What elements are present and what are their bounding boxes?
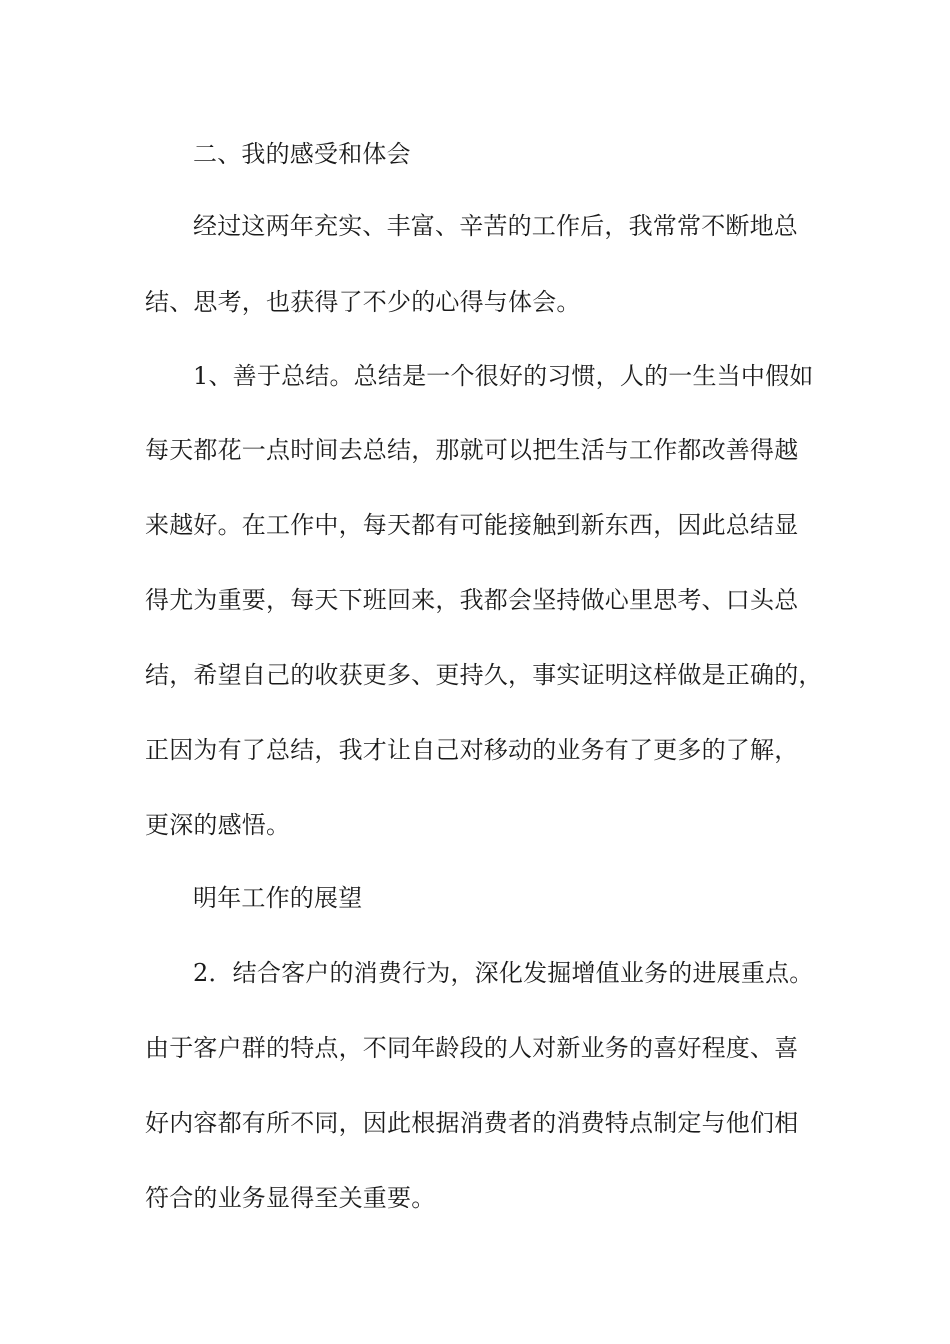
section-heading: 明年工作的展望 <box>193 884 363 912</box>
paragraph-line: 来越好。在工作中，每天都有可能接触到新东西，因此总结显 <box>145 511 799 539</box>
paragraph-line: 由于客户群的特点，不同年龄段的人对新业务的喜好程度、喜 <box>145 1034 799 1062</box>
paragraph-line: 符合的业务显得至关重要。 <box>145 1184 436 1212</box>
section-heading: 二、我的感受和体会 <box>193 140 411 168</box>
paragraph-line: 每天都花一点时间去总结，那就可以把生活与工作都改善得越 <box>145 436 799 464</box>
paragraph-line: 正因为有了总结，我才让自己对移动的业务有了更多的了解， <box>145 736 799 764</box>
paragraph-line: 结、思考，也获得了不少的心得与体会。 <box>145 288 581 316</box>
paragraph-line: 好内容都有所不同，因此根据消费者的消费特点制定与他们相 <box>145 1109 799 1137</box>
paragraph-line: 2．结合客户的消费行为，深化发掘增值业务的进展重点。 <box>193 959 814 987</box>
paragraph-line: 经过这两年充实、丰富、辛苦的工作后，我常常不断地总 <box>193 212 798 240</box>
paragraph-line: 1、善于总结。总结是一个很好的习惯，人的一生当中假如 <box>193 362 814 390</box>
paragraph-line: 得尤为重要，每天下班回来，我都会坚持做心里思考、口头总 <box>145 586 799 614</box>
paragraph-line: 结，希望自己的收获更多、更持久，事实证明这样做是正确的， <box>145 661 823 689</box>
paragraph-line: 更深的感悟。 <box>145 811 291 839</box>
